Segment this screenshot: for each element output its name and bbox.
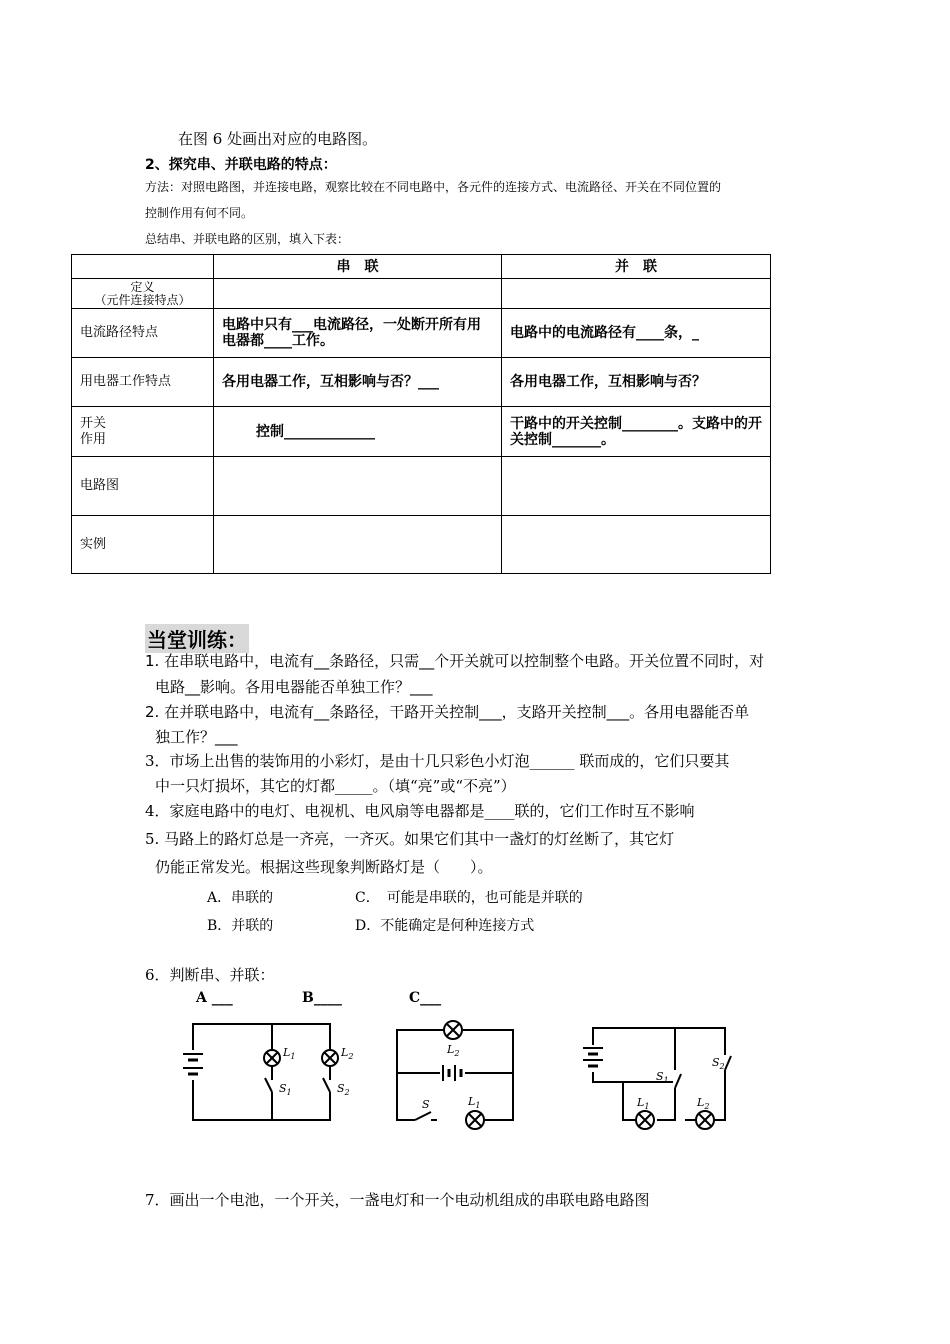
label-l2: $L_2$: [341, 1046, 354, 1061]
label-s1: $S_1$: [656, 1070, 669, 1085]
question-5a: 5. 马路上的路灯总是一齐亮，一齐灭。如果它们其中一盏灯的灯丝断了，其它灯: [145, 830, 675, 848]
option-b[interactable]: B．并联的: [207, 918, 274, 934]
table-corner: [72, 255, 214, 279]
intro-line: 在图 6 处画出对应的电路图。: [178, 130, 378, 148]
method-text-2: 控制作用有何不同。: [145, 206, 254, 220]
circuit-b: [397, 1021, 513, 1129]
question-3a: 3．市场上出售的装饰用的小彩灯，是由十几只彩色小灯泡______ 联而成的，它们只要其: [145, 752, 730, 770]
cell-series[interactable]: [214, 516, 502, 574]
label-l1: $L_1$: [637, 1096, 650, 1111]
cell-parallel[interactable]: 各用电器工作，互相影响与否？: [502, 358, 771, 407]
table-row: [72, 309, 771, 358]
question-5b: 仍能正常发光。根据这些现象判断路灯是（ ）。: [155, 858, 493, 876]
row-label: 电路图: [72, 457, 214, 516]
lamp-icon: [696, 1111, 714, 1129]
row-label-line: 定义: [130, 279, 155, 294]
lamp-icon: [636, 1111, 654, 1129]
table-row: [72, 279, 771, 309]
method-text-1: 方法：对照电路图，并连接电路，观察比较在不同电路中，各元件的连接方式、电流路径、开关在不同位置的: [145, 180, 722, 194]
row-label-line: 开关: [80, 415, 107, 431]
question-3b: 中一只灯损坏，其它的灯都_____。（填“亮”或“不亮”）: [155, 777, 516, 795]
cell-parallel[interactable]: [502, 279, 771, 309]
circuit-diagrams: [175, 1010, 785, 1140]
row-label: 电流路径特点: [72, 309, 214, 358]
blank-a[interactable]: A ___: [196, 990, 233, 1006]
blank-b[interactable]: B____: [302, 990, 342, 1006]
cell-series[interactable]: [214, 279, 502, 309]
table-row: [72, 516, 771, 574]
cell-series[interactable]: 电路中只有___电流路径，一处断开所有用电器都____工作。: [214, 309, 502, 358]
blank-c[interactable]: C___: [409, 990, 442, 1006]
question-1a: 1. 在串联电路中，电流有__条路径，只需__个开关就可以控制整个电路。开关位置不同时，对: [145, 652, 765, 670]
question-2b: 独工作？___: [155, 728, 238, 746]
table-header-row: [72, 255, 771, 279]
lamp-icon: [264, 1050, 280, 1066]
header-series: 串 联: [214, 255, 502, 279]
question-7: 7．画出一个电池，一个开关，一盏电灯和一个电动机组成的串联电路电路图: [145, 1191, 650, 1209]
lamp-icon: [444, 1021, 462, 1039]
option-a[interactable]: A．串联的: [207, 890, 274, 906]
row-label-line: （元件连接特点）: [94, 292, 191, 307]
circuit-a: [183, 1024, 338, 1120]
question-2a: 2. 在并联电路中，电流有__条路径，干路开关控制___，支路开关控制___。各用电器能否单: [145, 703, 750, 721]
label-s2: $S_2$: [337, 1082, 350, 1097]
option-c[interactable]: C． 可能是串联的，也可能是并联的: [355, 890, 583, 906]
row-label-line: 作用: [80, 431, 107, 447]
cell-parallel[interactable]: [502, 457, 771, 516]
label-s: S: [422, 1098, 430, 1111]
header-parallel: 并 联: [502, 255, 771, 279]
table-row: [72, 358, 771, 407]
comparison-table: [71, 254, 771, 574]
label-s2: $S_2$: [712, 1056, 725, 1071]
row-label: 实例: [72, 516, 214, 574]
option-d[interactable]: D．不能确定是何种连接方式: [355, 918, 535, 934]
table-row: [72, 457, 771, 516]
lamp-icon: [322, 1050, 338, 1066]
label-l1: $L_1$: [468, 1095, 481, 1110]
lamp-icon: [466, 1111, 484, 1129]
section-heading: 2、探究串、并联电路的特点：: [145, 157, 337, 173]
question-4: 4．家庭电路中的电灯、电视机、电风扇等电器都是____联的，它们工作时互不影响: [145, 802, 695, 820]
row-label: [72, 279, 214, 309]
label-l2: $L_2$: [697, 1096, 710, 1111]
row-label: 用电器工作特点: [72, 358, 214, 407]
question-1b: 电路__影响。各用电器能否单独工作？___: [155, 678, 433, 696]
cell-parallel[interactable]: [502, 516, 771, 574]
question-6: 6．判断串、并联：: [145, 966, 275, 984]
cell-series[interactable]: 控制_____________: [214, 407, 502, 457]
cell-parallel[interactable]: 干路中的开关控制________。支路中的开关控制_______。: [502, 407, 771, 457]
cell-series[interactable]: 各用电器工作，互相影响与否？___: [214, 358, 502, 407]
practice-title: 当堂训练：: [145, 624, 249, 653]
table-row: [72, 407, 771, 457]
cell-series[interactable]: [214, 457, 502, 516]
label-l2: $L_2$: [447, 1043, 460, 1058]
cell-parallel[interactable]: 电路中的电流路径有____条，_: [502, 309, 771, 358]
summary-text: 总结串、并联电路的区别，填入下表：: [145, 232, 350, 246]
label-l1: $L_1$: [283, 1046, 296, 1061]
row-label: [72, 407, 214, 457]
label-s1: $S_1$: [279, 1082, 292, 1097]
